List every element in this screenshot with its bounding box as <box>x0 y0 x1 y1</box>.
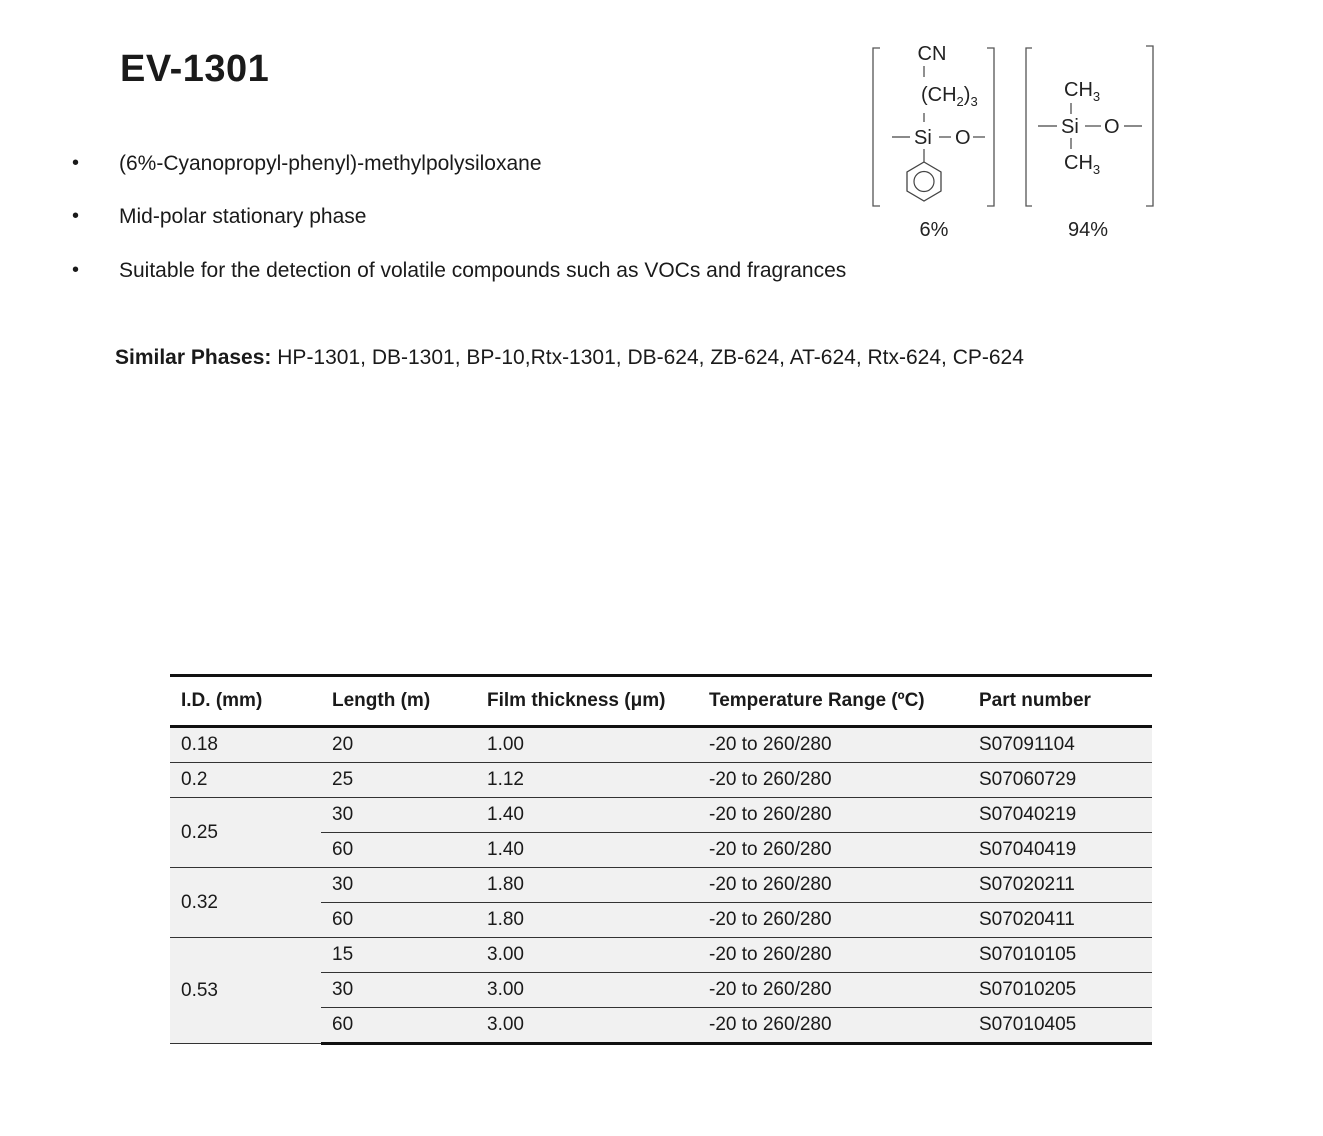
length-cell: 60 <box>321 903 476 938</box>
bullet-icon: • <box>72 152 80 174</box>
header-film: Film thickness (μm) <box>476 676 698 727</box>
part-cell: S07010105 <box>968 938 1152 973</box>
table-row <box>170 938 1152 973</box>
film-cell: 1.00 <box>476 727 698 763</box>
similar-phases-value: HP-1301, DB-1301, BP-10,Rtx-1301, DB-624, ZB-624, AT-624, Rtx-624, CP-624 <box>277 346 1024 369</box>
left-unit-percent: 6% <box>919 219 949 241</box>
temp-cell: -20 to 260/280 <box>698 1008 968 1044</box>
header-temp: Temperature Range (ºC) <box>698 676 968 727</box>
part-cell: S07020211 <box>968 868 1152 903</box>
length-cell: 20 <box>321 727 476 763</box>
length-cell: 30 <box>321 798 476 833</box>
length-cell: 60 <box>321 1008 476 1044</box>
part-cell: S07010205 <box>968 973 1152 1008</box>
temp-cell: -20 to 260/280 <box>698 903 968 938</box>
length-cell: 60 <box>321 833 476 868</box>
film-cell: 3.00 <box>476 938 698 973</box>
length-cell: 25 <box>321 763 476 798</box>
part-cell: S07020411 <box>968 903 1152 938</box>
cyano-group: CN <box>917 43 947 65</box>
temp-cell: -20 to 260/280 <box>698 798 968 833</box>
bullet-icon: • <box>72 205 80 227</box>
oxygen-atom: O <box>955 127 971 149</box>
table-header-row <box>170 676 1152 727</box>
film-cell: 1.12 <box>476 763 698 798</box>
bracket-left-close <box>987 48 994 206</box>
part-cell: S07010405 <box>968 1008 1152 1044</box>
methyl-bottom: $CH_3$ <box>1064 152 1101 177</box>
right-unit-percent: 94% <box>1067 219 1109 241</box>
header-part: Part number <box>968 676 1152 727</box>
table-row <box>170 763 1152 798</box>
chemical-structure <box>860 36 1160 251</box>
temp-cell: -20 to 260/280 <box>698 868 968 903</box>
header-length: Length (m) <box>321 676 476 727</box>
temp-cell: -20 to 260/280 <box>698 727 968 763</box>
temp-cell: -20 to 260/280 <box>698 973 968 1008</box>
part-cell: S07040419 <box>968 833 1152 868</box>
benzene-ring-icon <box>907 162 941 201</box>
id-cell: 0.18 <box>170 727 321 763</box>
feature-text: Mid-polar stationary phase <box>119 205 367 228</box>
temp-cell: -20 to 260/280 <box>698 938 968 973</box>
feature-text: (6%-Cyanopropyl-phenyl)-methylpolysiloxane <box>119 152 542 175</box>
bracket-right-open <box>1026 48 1032 206</box>
table-row <box>170 798 1152 833</box>
film-cell: 1.80 <box>476 868 698 903</box>
film-cell: 3.00 <box>476 1008 698 1044</box>
temp-cell: -20 to 260/280 <box>698 763 968 798</box>
id-cell: 0.25 <box>170 798 321 868</box>
table-row <box>170 868 1152 903</box>
similar-phases-label: Similar Phases: <box>115 346 272 369</box>
temp-cell: -20 to 260/280 <box>698 833 968 868</box>
length-cell: 30 <box>321 973 476 1008</box>
film-cell: 1.40 <box>476 833 698 868</box>
structure-diagram <box>860 36 1160 246</box>
product-title: EV-1301 <box>120 48 270 90</box>
id-cell: 0.53 <box>170 938 321 1044</box>
bracket-right-close <box>1146 46 1153 206</box>
part-cell: S07040219 <box>968 798 1152 833</box>
bullet-icon: • <box>72 259 80 281</box>
header-id: I.D. (mm) <box>170 676 321 727</box>
similar-phases <box>115 346 1024 370</box>
id-cell: 0.2 <box>170 763 321 798</box>
part-cell: S07091104 <box>968 727 1152 763</box>
table-row <box>170 727 1152 763</box>
film-cell: 1.40 <box>476 798 698 833</box>
length-cell: 30 <box>321 868 476 903</box>
bracket-left-open <box>873 48 880 206</box>
silicon-atom: Si <box>914 127 932 149</box>
id-cell: 0.32 <box>170 868 321 938</box>
oxygen-atom: O <box>1104 116 1120 138</box>
methyl-top: $CH_3$ <box>1064 79 1101 104</box>
film-cell: 3.00 <box>476 973 698 1008</box>
spec-table <box>170 674 1152 1045</box>
part-cell: S07060729 <box>968 763 1152 798</box>
silicon-atom: Si <box>1061 116 1079 138</box>
length-cell: 15 <box>321 938 476 973</box>
propyl-chain: $(CH_2)_3$ <box>921 84 978 109</box>
feature-text: Suitable for the detection of volatile compounds such as VOCs and fragrances <box>119 259 847 282</box>
film-cell: 1.80 <box>476 903 698 938</box>
